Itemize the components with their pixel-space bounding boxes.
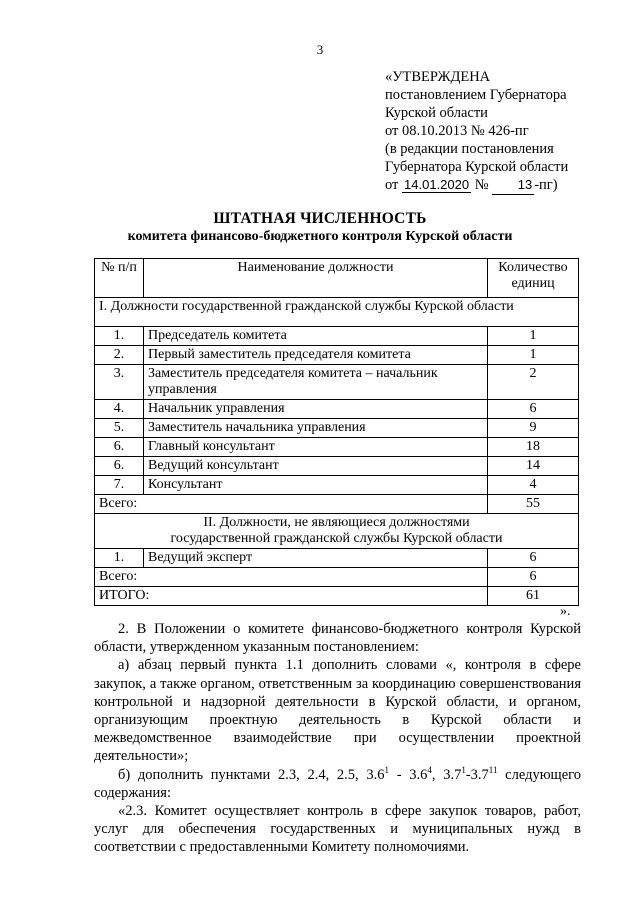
approval-line: Курской области bbox=[385, 105, 488, 121]
row-count: 1 bbox=[488, 327, 579, 346]
paragraph-text: -3.7 bbox=[465, 766, 489, 783]
paragraph-text: б) дополнить пунктами 2.3, 2.4, 2.5, 3.6 bbox=[118, 766, 385, 783]
paragraph bbox=[94, 766, 581, 802]
handwritten-number: 13 bbox=[492, 176, 534, 195]
row-count: 14 bbox=[488, 457, 579, 476]
row-name: Ведущий эксперт bbox=[144, 549, 488, 568]
paragraph: «2.3. Комитет осуществляет контроль в сфере закупок товаров, работ, услуг для обеспечения государственных и муниципальных нужд в соответствии с предоставленными Комитету полномочиями. bbox=[94, 803, 581, 856]
subtotal-row bbox=[95, 568, 579, 587]
document-subtitle: комитета финансово-бюджетного контроля Курской области bbox=[127, 229, 513, 244]
subtotal-row bbox=[95, 495, 579, 514]
row-name: Председатель комитета bbox=[144, 327, 488, 346]
superscript: 4 bbox=[427, 764, 432, 775]
table-row bbox=[95, 419, 579, 438]
row-count: 9 bbox=[488, 419, 579, 438]
section-heading-row bbox=[95, 514, 579, 549]
table-row bbox=[95, 365, 579, 400]
table-header-row bbox=[95, 259, 579, 298]
staff-table bbox=[94, 258, 579, 606]
paragraph: 2. В Положении о комитете финансово-бюджетного контроля Курской области, утвержденном указанным постановлением: bbox=[94, 621, 581, 656]
header-name: Наименование должности bbox=[144, 259, 488, 298]
closing-quote: ». bbox=[560, 604, 571, 619]
approval-line: постановлением Губернатора bbox=[385, 87, 567, 103]
row-count: 2 bbox=[488, 365, 579, 400]
grand-total-label: ИТОГО: bbox=[95, 587, 488, 606]
row-name: Начальник управления bbox=[144, 400, 488, 419]
date-prefix: от bbox=[385, 177, 399, 193]
row-num: 4. bbox=[95, 400, 144, 419]
header-count: Количество единиц bbox=[488, 259, 579, 298]
row-num: 7. bbox=[95, 476, 144, 495]
paragraph: а) абзац первый пункта 1.1 дополнить словами «, контроля в сфере закупок, а также органом, ответственным за координацию совершенствования контрольной и надзорной деятельности в Курской области, и органом, организующим проектную деятельность в Курской области и межведомственное взаимодействие при осуществлении проектной деятельности»; bbox=[94, 657, 581, 765]
approval-line: от 08.10.2013 № 426-пг bbox=[385, 123, 529, 139]
subtotal-label: Всего: bbox=[95, 568, 488, 587]
row-num: 1. bbox=[95, 549, 144, 568]
header-num: № п/п bbox=[95, 259, 144, 298]
table-row bbox=[95, 327, 579, 346]
paragraph-text: - 3.6 bbox=[388, 766, 428, 783]
row-name: Ведущий консультант bbox=[144, 457, 488, 476]
grand-total-row bbox=[95, 587, 579, 606]
row-num: 3. bbox=[95, 365, 144, 400]
section-2-heading-line2: государственной гражданской службы Курской области bbox=[170, 531, 503, 546]
grand-total-count: 61 bbox=[488, 587, 579, 606]
row-name: Заместитель начальника управления bbox=[144, 419, 488, 438]
row-name: Главный консультант bbox=[144, 438, 488, 457]
approval-line: Губернатора Курской области bbox=[385, 159, 569, 175]
approval-date-line bbox=[385, 176, 568, 195]
row-num: 1. bbox=[95, 327, 144, 346]
row-num: 2. bbox=[95, 346, 144, 365]
table-row bbox=[95, 476, 579, 495]
row-num: 6. bbox=[95, 457, 144, 476]
body-text bbox=[94, 620, 581, 857]
row-name: Первый заместитель председателя комитета bbox=[144, 346, 488, 365]
section-2-heading bbox=[95, 514, 579, 549]
subtotal-count: 6 bbox=[488, 568, 579, 587]
approval-line: (в редакции постановления bbox=[385, 141, 554, 157]
row-count: 6 bbox=[488, 400, 579, 419]
row-num: 5. bbox=[95, 419, 144, 438]
table-row bbox=[95, 438, 579, 457]
table-row bbox=[95, 400, 579, 419]
paragraph-text: , 3.7 bbox=[431, 766, 462, 783]
row-name: Заместитель председателя комитета – начальник управления bbox=[144, 365, 488, 400]
superscript: 1 bbox=[384, 764, 389, 775]
section-heading-row bbox=[95, 298, 579, 327]
row-count: 6 bbox=[488, 549, 579, 568]
row-count: 18 bbox=[488, 438, 579, 457]
section-1-heading: I. Должности государственной гражданской службы Курской области bbox=[95, 298, 579, 327]
approval-line: «УТВЕРЖДЕНА bbox=[385, 69, 491, 85]
handwritten-date: 14.01.2020 bbox=[404, 177, 470, 192]
number-prefix: № bbox=[474, 177, 489, 193]
row-count: 1 bbox=[488, 346, 579, 365]
approval-stamp bbox=[385, 68, 568, 195]
table-row bbox=[95, 346, 579, 365]
superscript: 11 bbox=[488, 764, 498, 775]
row-num: 6. bbox=[95, 438, 144, 457]
page-number: 3 bbox=[316, 42, 324, 57]
paragraph-text: следующего содержания: bbox=[94, 766, 581, 801]
number-suffix: -пг) bbox=[534, 177, 558, 193]
superscript: 1 bbox=[461, 764, 466, 775]
row-name: Консультант bbox=[144, 476, 488, 495]
section-2-heading-line1: II. Должности, не являющиеся должностями bbox=[203, 515, 470, 530]
subtotal-label: Всего: bbox=[95, 495, 488, 514]
subtotal-count: 55 bbox=[488, 495, 579, 514]
table-row bbox=[95, 457, 579, 476]
row-count: 4 bbox=[488, 476, 579, 495]
document-title: ШТАТНАЯ ЧИСЛЕННОСТЬ bbox=[213, 210, 427, 227]
table-row bbox=[95, 549, 579, 568]
